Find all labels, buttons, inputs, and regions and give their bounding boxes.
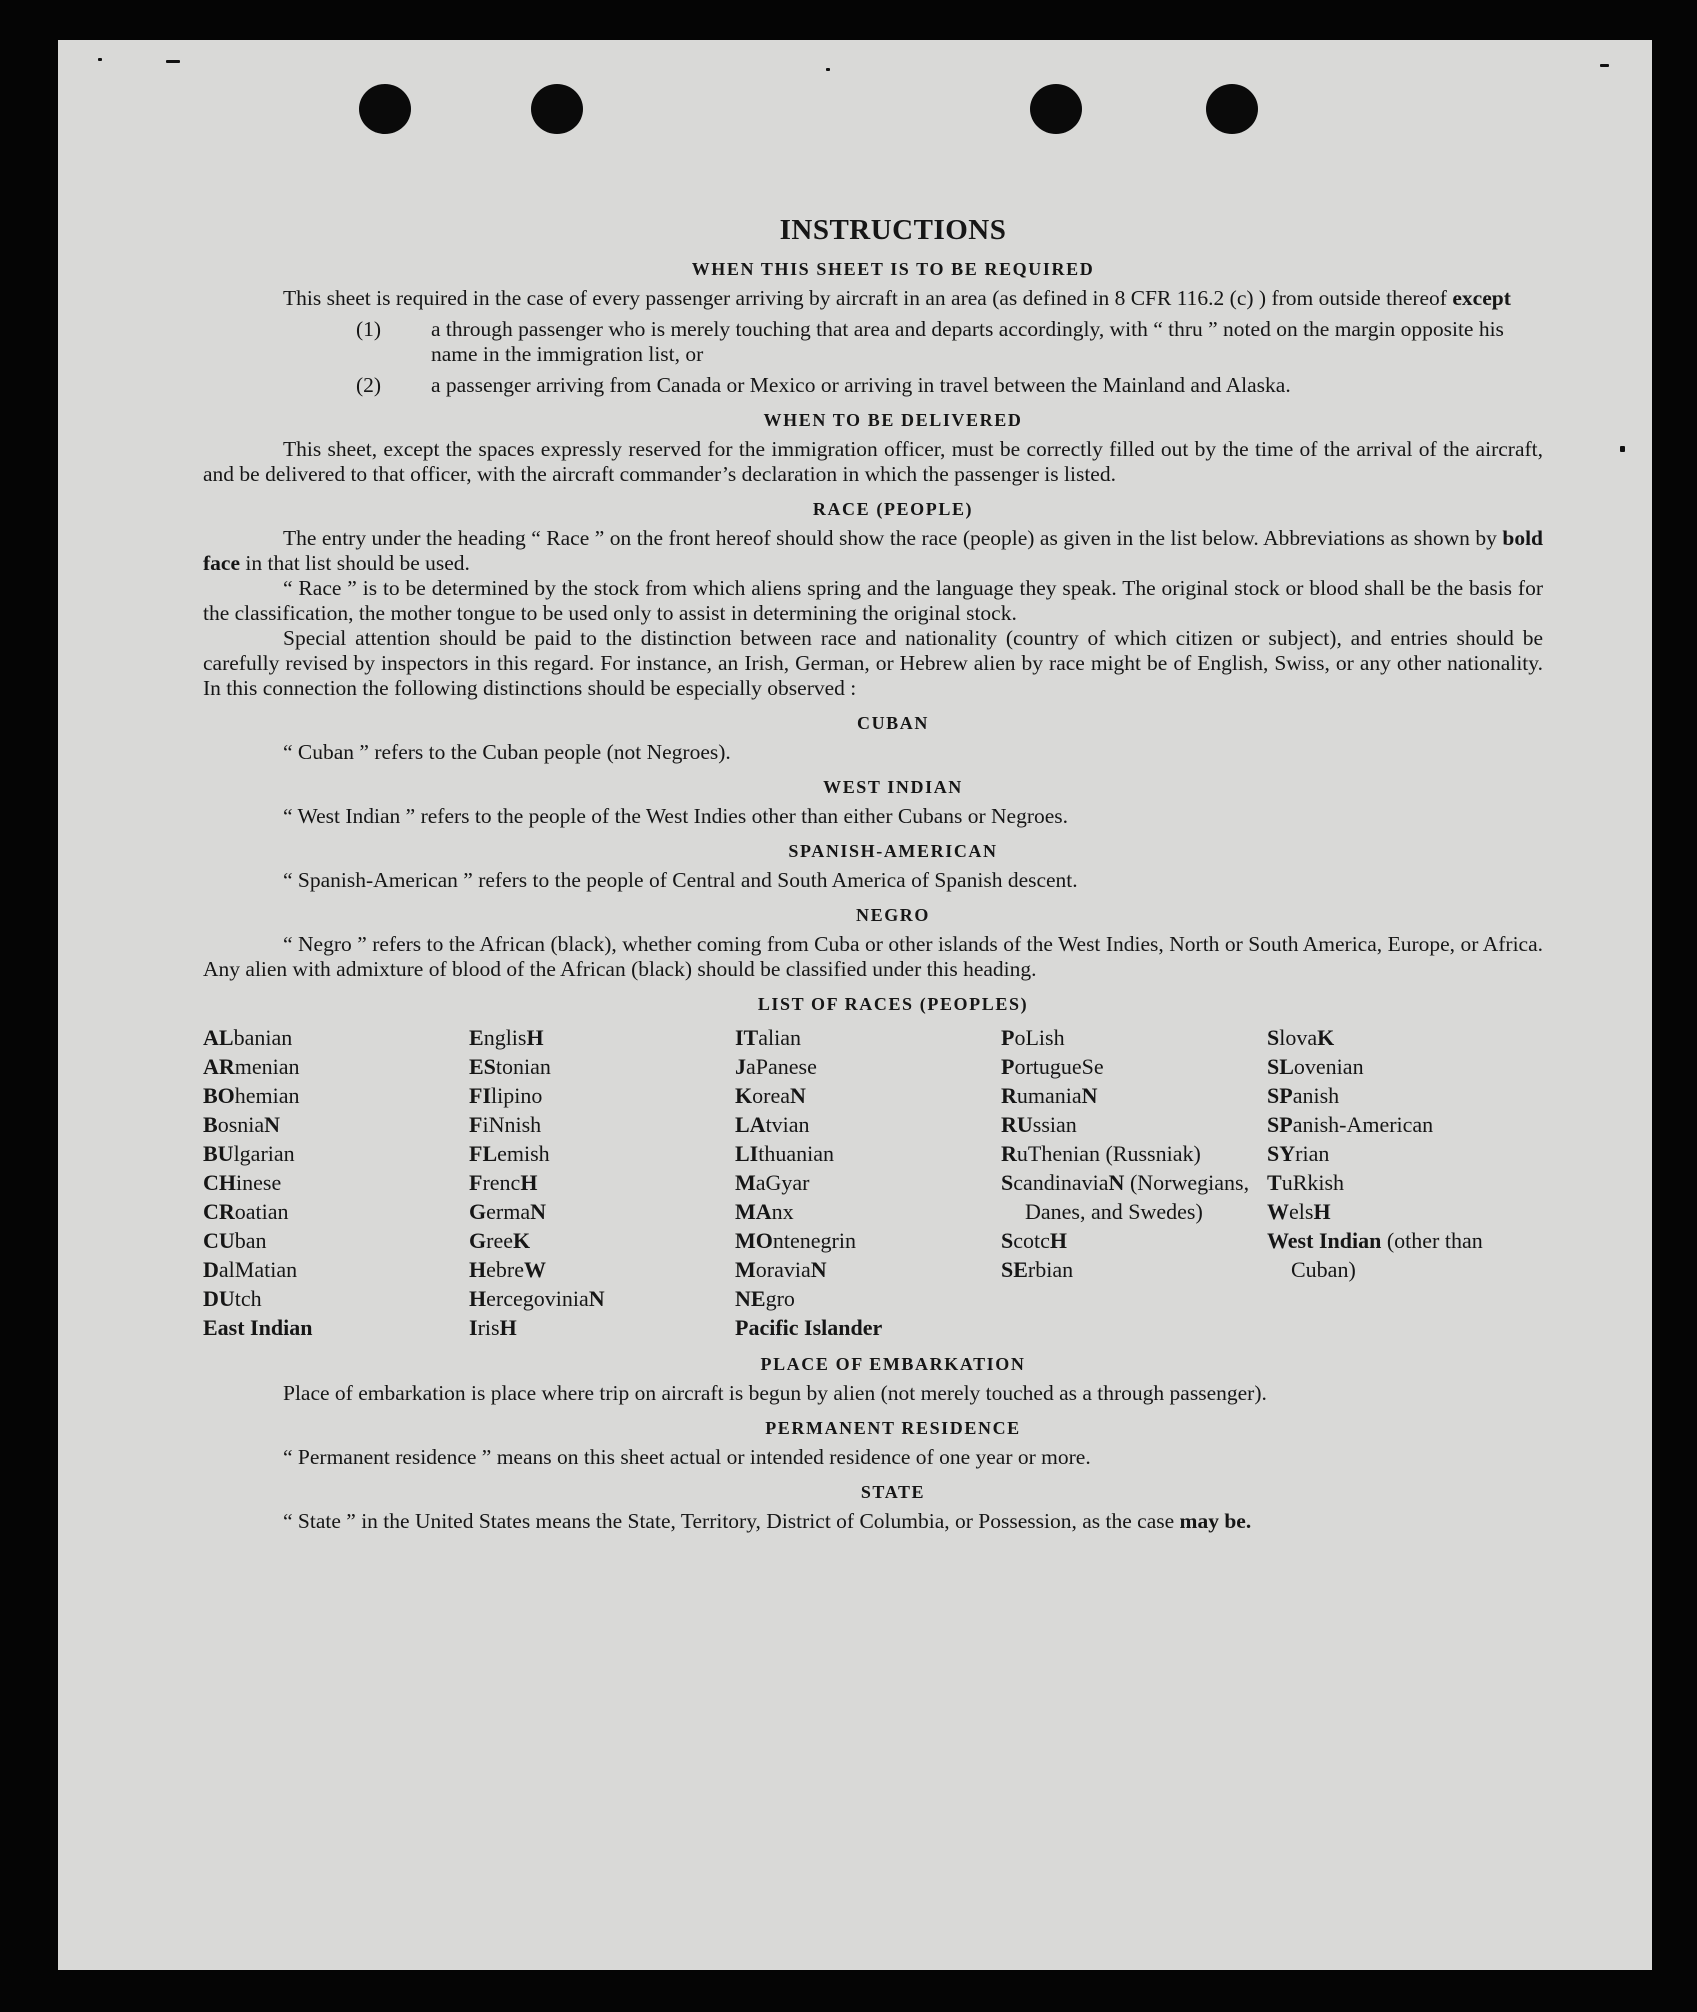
race-entry: GreeK: [469, 1228, 531, 1253]
race-entry: DUtch: [203, 1286, 262, 1311]
heading-negro: NEGRO: [855, 905, 930, 925]
races-column: [1267, 1023, 1533, 1342]
race-entry: GermaN: [469, 1199, 546, 1224]
race-entry: ALbanian: [203, 1025, 293, 1050]
race-entry: SPanish-American: [1267, 1112, 1434, 1137]
race-entry: ITalian: [735, 1025, 802, 1050]
race-entry: PortugueSe: [1001, 1054, 1104, 1079]
heading-cuban: CUBAN: [856, 713, 929, 733]
heading-when-delivered: WHEN TO BE DELIVERED: [763, 410, 1023, 430]
delivered-text: This sheet, except the spaces expressly reserved for the immigration officer, must be correctly filled out by the time of the arrival of the aircraft, and be delivered to that officer, with the aircraft commander’s declaration in which the passenger is listed.: [203, 437, 1543, 486]
race-entry: ARmenian: [203, 1054, 300, 1079]
specks: [166, 60, 180, 63]
race-entry: NEgro: [735, 1286, 795, 1311]
races-column: [203, 1023, 469, 1342]
heading-race: RACE (PEOPLE): [812, 499, 974, 519]
specks: [98, 58, 102, 61]
race-entry: SYrian: [1267, 1141, 1330, 1166]
race-entry: MOntenegrin: [735, 1228, 856, 1253]
punch-hole: [359, 84, 411, 134]
race-entry: LAtvian: [735, 1112, 810, 1137]
race-entry: MoraviaN: [735, 1257, 827, 1282]
race-entry: JaPanese: [735, 1054, 817, 1079]
punch-hole: [1030, 84, 1082, 134]
race-entry: FrencH: [469, 1170, 538, 1195]
race-entry: LIthuanian: [735, 1141, 835, 1166]
race-entry: EnglisH: [469, 1025, 544, 1050]
list-item: (1) a through passenger who is merely touching that area and departs accordingly, with “ thru ” noted on the margin opposite his name in the immigration list, or: [356, 317, 1504, 366]
race-entry: PoLish: [1001, 1025, 1065, 1050]
race-entry: SLovenian: [1267, 1054, 1364, 1079]
race-entry: BUlgarian: [203, 1141, 295, 1166]
race-entry: EStonian: [469, 1054, 551, 1079]
document-sheet: [58, 40, 1652, 1970]
heading-list-of-races: LIST OF RACES (PEOPLES): [757, 994, 1029, 1014]
race-entry: RuThenian (Russniak): [1001, 1141, 1201, 1166]
race-paragraph: The entry under the heading “ Race ” on the front hereof should show the race (people) as given in the list below. Abbreviations as shown by bold face in that list should be used.: [203, 526, 1543, 575]
race-entry: RumaniaN: [1001, 1083, 1098, 1108]
spanish-american-text: “ Spanish-American ” refers to the people of Central and South America of Spanish descent.: [283, 868, 1078, 892]
race-entry: HercegoviniaN: [469, 1286, 605, 1311]
punch-hole: [531, 84, 583, 134]
race-entry: West Indian (other than Cuban): [1267, 1228, 1483, 1282]
race-entry: CHinese: [203, 1170, 282, 1195]
race-entry: RUssian: [1001, 1112, 1077, 1137]
races-column: [735, 1023, 1001, 1342]
specks: [1620, 446, 1625, 452]
heading-state: STATE: [860, 1482, 926, 1502]
required-intro: This sheet is required in the case of every passenger arriving by aircraft in an area (as defined in 8 CFR 116.2 (c) ) from outside thereof except: [283, 286, 1511, 310]
race-entry: WelsH: [1267, 1199, 1331, 1224]
race-entry: SErbian: [1001, 1257, 1074, 1282]
residence-text: “ Permanent residence ” means on this sheet actual or intended residence of one year or more.: [283, 1445, 1091, 1469]
heading-when-required: WHEN THIS SHEET IS TO BE REQUIRED: [691, 259, 1095, 279]
cuban-text: “ Cuban ” refers to the Cuban people (not Negroes).: [283, 740, 731, 764]
specks: [1600, 64, 1609, 67]
race-entry: FIlipino: [469, 1083, 543, 1108]
races-column: [1001, 1023, 1267, 1342]
race-entry: BosniaN: [203, 1112, 281, 1137]
page-title: INSTRUCTIONS: [779, 214, 1007, 246]
races-column: [469, 1023, 735, 1342]
race-entry: BOhemian: [203, 1083, 300, 1108]
race-entry: HebreW: [469, 1257, 546, 1282]
race-entry: ScandinaviaN (Norwegians, Danes, and Swedes): [1001, 1170, 1250, 1224]
heading-permanent-residence: PERMANENT RESIDENCE: [765, 1418, 1021, 1438]
race-entry: MAnx: [735, 1199, 794, 1224]
punch-hole: [1206, 84, 1258, 134]
west-indian-text: “ West Indian ” refers to the people of the West Indies other than either Cubans or Negroes.: [283, 804, 1069, 828]
heading-west-indian: WEST INDIAN: [823, 777, 963, 797]
race-entry: FLemish: [469, 1141, 550, 1166]
race-paragraph: “ Race ” is to be determined by the stock from which aliens spring and the language they speak. The original stock or blood shall be the basis for the classification, the mother tongue to be used only to assist in determining the original stock.: [203, 576, 1543, 625]
race-entry: KoreaN: [735, 1083, 806, 1108]
race-entry: DalMatian: [203, 1257, 298, 1282]
race-entry: ScotcH: [1001, 1228, 1068, 1253]
specks: [826, 68, 830, 71]
embarkation-text: Place of embarkation is place where trip on aircraft is begun by alien (not merely touched as a through passenger).: [283, 1381, 1267, 1405]
race-entry: CUban: [203, 1228, 267, 1253]
list-item: (2) a passenger arriving from Canada or Mexico or arriving in travel between the Mainland and Alaska.: [356, 373, 1291, 397]
races-list: [203, 1023, 1543, 1342]
race-entry: SlovaK: [1267, 1025, 1335, 1050]
race-entry: IrisH: [469, 1315, 517, 1340]
state-text: “ State ” in the United States means the State, Territory, District of Columbia, or Possession, as the case may be.: [283, 1509, 1252, 1533]
heading-spanish-american: SPANISH-AMERICAN: [788, 841, 998, 861]
race-entry: TuRkish: [1267, 1170, 1345, 1195]
race-entry: FiNnish: [469, 1112, 542, 1137]
race-entry: Pacific Islander: [735, 1315, 883, 1340]
negro-text: “ Negro ” refers to the African (black), whether coming from Cuba or other islands of the West Indies, North or South America, Europe, or Africa. Any alien with admixture of blood of the African (black) should be classified under this heading.: [203, 932, 1543, 981]
heading-embarkation: PLACE OF EMBARKATION: [760, 1354, 1026, 1374]
race-paragraph: Special attention should be paid to the distinction between race and nationality (country of which citizen or subject), and entries should be carefully revised by inspectors in this regard. For instance, an Irish, German, or Hebrew alien by race might be of English, Swiss, or any other nationality. In this connection the following distinctions should be especially observed :: [203, 626, 1543, 700]
race-entry: MaGyar: [735, 1170, 810, 1195]
race-entry: SPanish: [1267, 1083, 1340, 1108]
race-entry: East Indian: [203, 1315, 313, 1340]
race-entry: CRoatian: [203, 1199, 289, 1224]
